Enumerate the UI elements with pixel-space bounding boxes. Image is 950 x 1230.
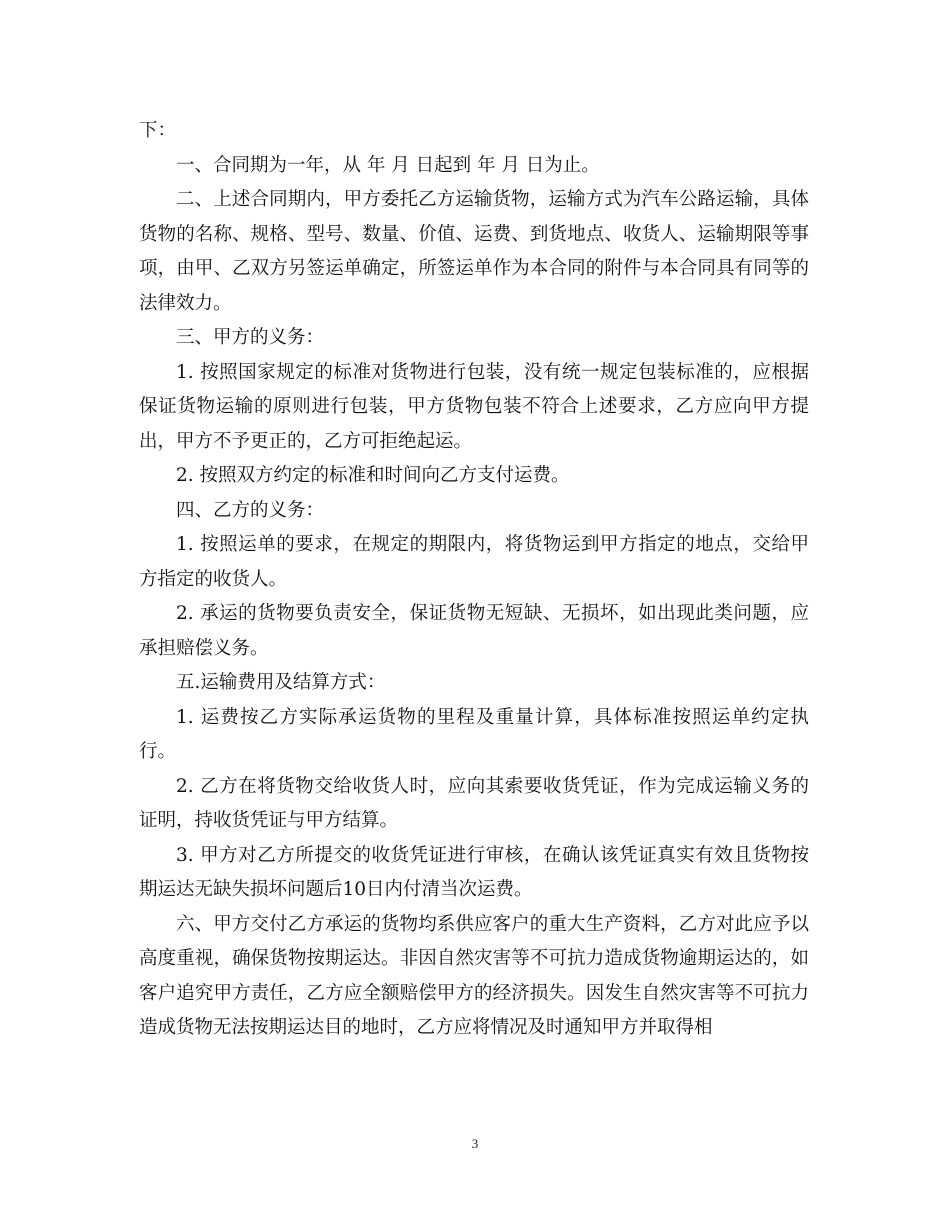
heading-party-b-obligations: 四、乙方的义务： [176, 499, 325, 521]
paragraph-transport-scope: 二、上述合同期内，甲方委托乙方运输货物，运输方式为汽车公路运输，具体货物的名称、规格、型号、数量、价值、运费、到货地点、收货人、运输期限等事项，由甲、乙双方另签运单确定，所签运单作为本合同的附件与本合同具有同等的法律效力。 [139, 189, 809, 314]
paragraph-voucher-review: 3. 甲方对乙方所提交的收货凭证进行审核，在确认该凭证真实有效且货物按期运达无缺失损坏问题后10日内付清当次运费。 [139, 844, 809, 900]
paragraph-party-b-safety: 2. 承运的货物要负责安全，保证货物无短缺、无损坏，如出现此类问题，应承担赔偿义务。 [139, 603, 809, 659]
paragraph-party-a-packaging: 1. 按照国家规定的标准对货物进行包装，没有统一规定包装标准的，应根据保证货物运输的原则进行包装，甲方货物包装不符合上述要求，乙方应向甲方提出，甲方不予更正的，乙方可拒绝起运。 [139, 361, 809, 452]
paragraph-fee-calculation: 1. 运费按乙方实际承运货物的里程及重量计算，具体标准按照运单约定执行。 [139, 706, 809, 762]
paragraph-receipt-voucher: 2. 乙方在将货物交给收货人时，应向其索要收货凭证，作为完成运输义务的证明，持收货凭证与甲方结算。 [139, 775, 809, 831]
document-body [139, 114, 809, 1046]
paragraph-party-a-payment: 2. 按照双方约定的标准和时间向乙方支付运费。 [176, 465, 570, 486]
heading-fees-settlement: 五.运输费用及结算方式： [176, 672, 386, 693]
page-number: 3 [471, 1136, 479, 1151]
paragraph-party-b-delivery: 1. 按照运单的要求，在规定的期限内，将货物运到甲方指定的地点，交给甲方指定的收货人。 [139, 534, 809, 590]
paragraph-continuation: 下： [139, 120, 177, 141]
paragraph-goods-importance: 六、甲方交付乙方承运的货物均系供应客户的重大生产资料，乙方对此应予以高度重视，确保货物按期运达。非因自然灾害等不可抗力造成货物逾期运达的，如客户追究甲方责任，乙方应全额赔偿甲方的经济损失。因发生自然灾害等不可抗力造成货物无法按期运达目的地时，乙方应将情况及时通知甲方并取得相 [139, 913, 809, 1038]
heading-party-a-obligations: 三、甲方的义务： [176, 327, 325, 348]
paragraph-contract-term: 一、合同期为一年，从 年 月 日起到 年 月 日为止。 [176, 154, 600, 176]
